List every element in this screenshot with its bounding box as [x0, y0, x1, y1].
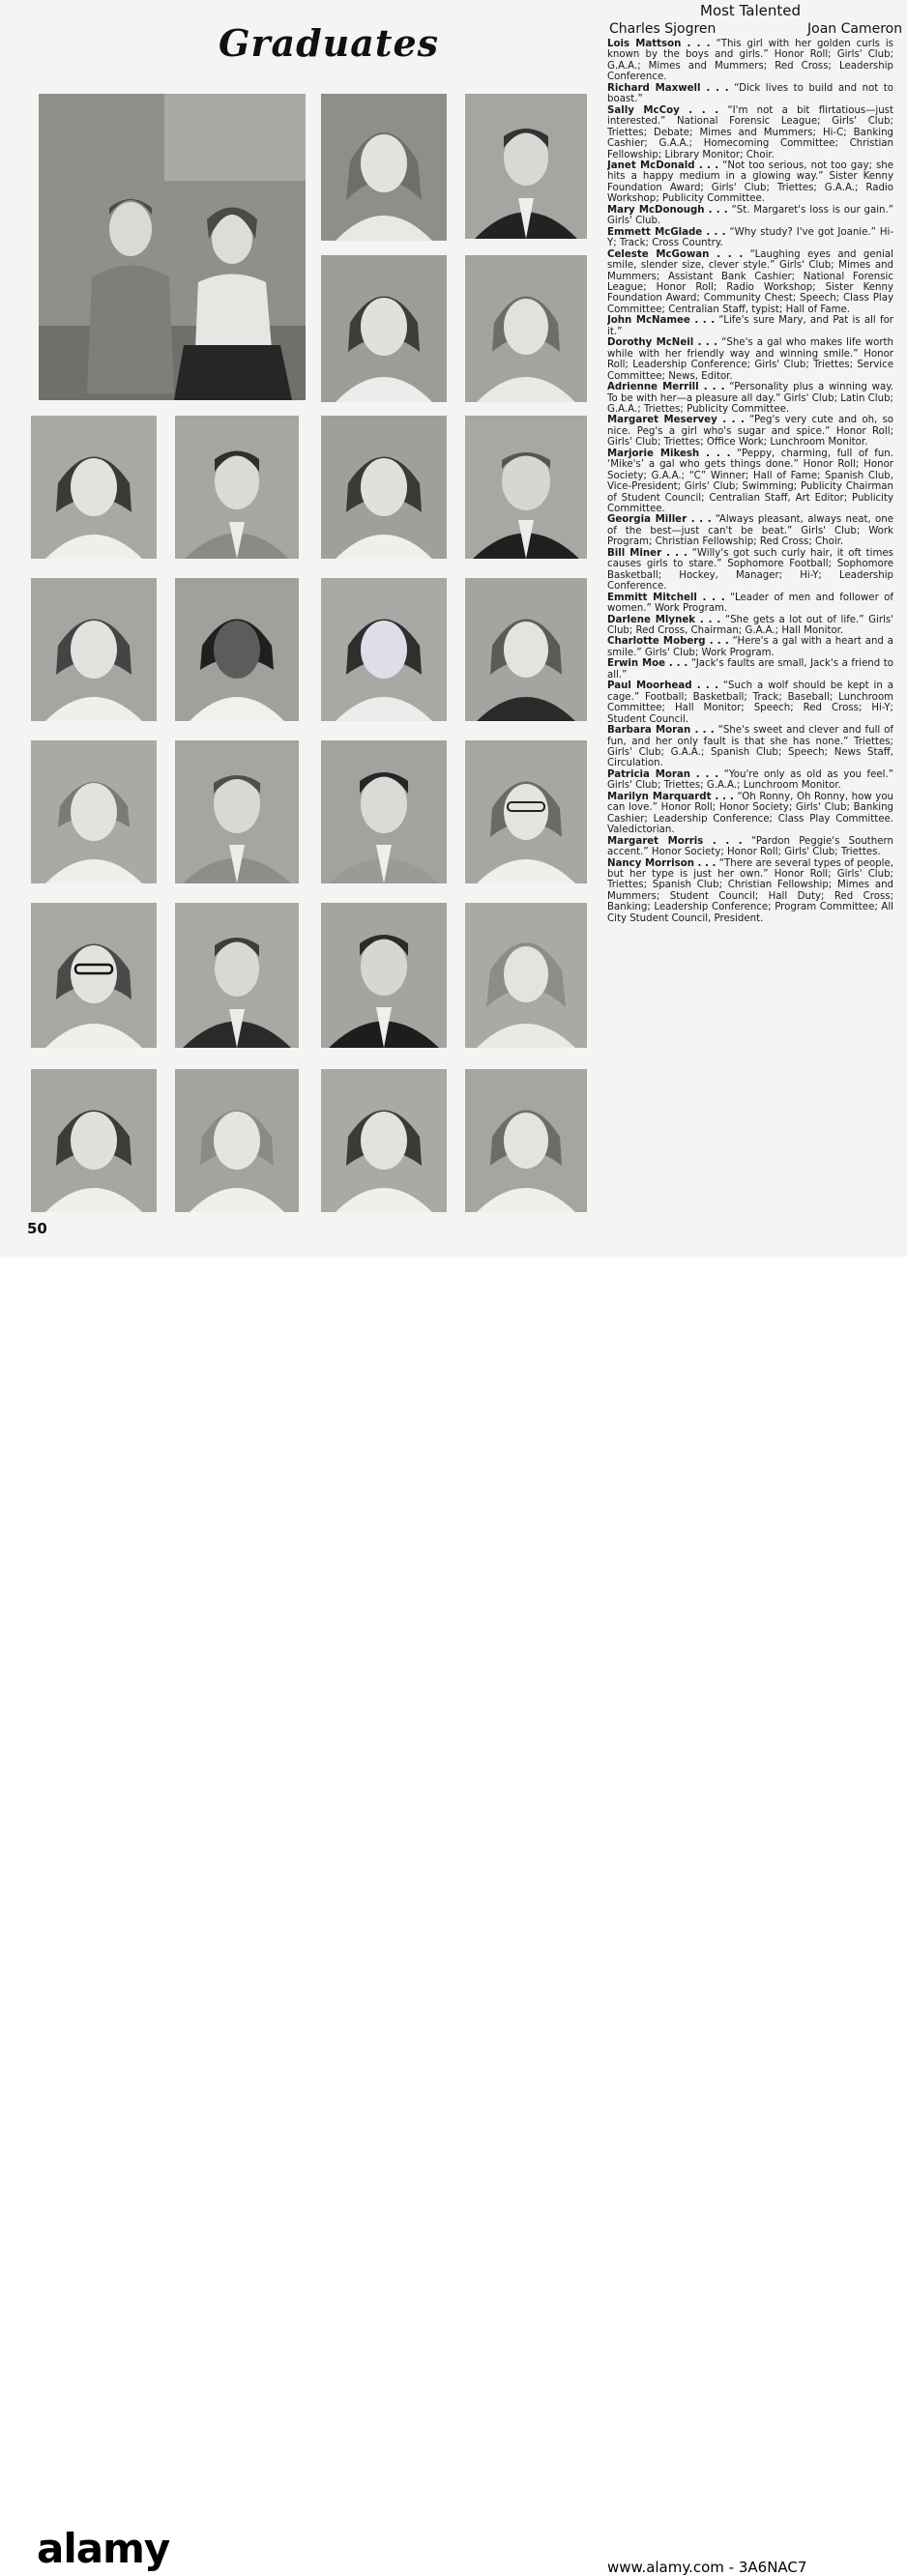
portrait-photo: [321, 903, 447, 1048]
student-name: Emmitt Mitchell . . .: [607, 592, 725, 603]
bio-text: “There are several types of people, but her type is just her own.” Honor Roll; Girls' Club; Triettes; Spanish Club; Christian Fellowship; Mimes and Mummers; Student Council; Hall Duty; Red Cross; Banking; Leadership Conference; Program Committee; All City Student Council, President.: [607, 857, 893, 924]
bio-entry: [607, 658, 893, 680]
student-name: Nancy Morrison . . .: [607, 857, 717, 869]
page-title: Graduates: [219, 21, 440, 65]
portrait-photo: [465, 1069, 587, 1212]
bio-text: “Why study? I've got Joanie.” Hi-Y; Track; Cross Country.: [607, 226, 893, 249]
portrait-photo: [321, 1069, 447, 1212]
student-name: Celeste McGowan . . .: [607, 248, 744, 260]
bio-text: “Dick lives to build and not to boast.”: [607, 82, 893, 105]
most-talented-right-name: Joan Cameron: [807, 21, 903, 37]
portrait-photo: [31, 1069, 157, 1212]
bio-entry: [607, 548, 893, 593]
bio-text: “Jack's faults are small, Jack's a friend to all.”: [607, 658, 893, 680]
bio-text: “Oh Ronny, Oh Ronny, how you can love.” Honor Roll; Honor Society; Girls' Club; Banking Cashier; Leadership Conference; Class Play Committee. Valedictorian.: [607, 791, 893, 836]
bio-entry: [607, 858, 893, 925]
student-name: Richard Maxwell . . .: [607, 82, 729, 94]
portrait-photo: [175, 416, 299, 559]
biography-list: [607, 39, 893, 1255]
student-name: Erwin Moe . . .: [607, 658, 688, 670]
bio-entry: [607, 83, 893, 105]
student-name: Mary McDonough . . .: [607, 204, 728, 216]
bio-text: “Peg's very cute and oh, so nice. Peg's a girl who's sugar and spice.” Honor Roll; Girls' Club; Triettes; Office Work; Lunchroom Monitor.: [607, 415, 893, 449]
bio-entry: [607, 593, 893, 615]
portrait-photo: [175, 1069, 299, 1212]
portrait-photo: [321, 94, 447, 241]
bio-text: “Leader of men and follower of women.” Work Program.: [607, 592, 893, 615]
page-number: 50: [27, 1220, 47, 1237]
bio-entry: [607, 792, 893, 836]
bio-entry: [607, 769, 893, 792]
portrait-photo: [465, 94, 587, 239]
bio-entry: [607, 836, 893, 858]
portrait-photo: [465, 416, 587, 559]
student-name: Emmett McGlade . . .: [607, 226, 726, 238]
portrait-photo: [465, 903, 587, 1048]
watermark-footer: [0, 1257, 907, 2576]
bio-text: “St. Margaret's loss is our gain.” Girls' Club.: [607, 204, 893, 227]
portrait-photo: [31, 740, 157, 883]
portrait-photo: [31, 578, 157, 721]
bio-entry: [607, 415, 893, 448]
bio-entry: [607, 449, 893, 515]
most-talented-photo: [39, 94, 306, 400]
bio-entry: [607, 514, 893, 547]
bio-text: “Here's a gal with a heart and a smile.” Girls' Club; Work Program.: [607, 636, 893, 658]
bio-entry: [607, 39, 893, 83]
portrait-photo: [175, 903, 299, 1048]
student-name: Margaret Morris . . .: [607, 835, 743, 847]
portrait-photo: [321, 255, 447, 402]
student-name: Lois Mattson . . .: [607, 39, 711, 49]
bio-text: “I'm not a bit flirtatious—just interested.” National Forensic League; Girls' Club; Triettes; Debate; Mimes and Mummers; Hi-C; Banking Cashier; G.A.A.; Homecoming Committee; Christian Fellowship; Library Monitor; Choir.: [607, 104, 893, 160]
student-name: Dorothy McNeil . . .: [607, 337, 718, 349]
bio-text: “Personality plus a winning way. To be with her—a pleasure all day.” Girls' Club; Latin Club; G.A.A.; Triettes; Publicity Committee.: [607, 382, 893, 415]
brand-logo: alamy: [37, 2525, 170, 2572]
student-name: John McNamee . . .: [607, 315, 716, 327]
bio-entry: [607, 160, 893, 205]
bio-entry: [607, 725, 893, 769]
bio-entry: [607, 680, 893, 725]
bio-text: “Willy's got such curly hair, it oft times causes girls to stare.” Sophomore Football; Sophomore Basketball; Hockey, Manager; Hi-Y; Leadership Conference.: [607, 547, 893, 593]
bio-text: “She gets a lot out of life.” Girls' Club; Red Cross, Chairman; G.A.A.; Hall Monitor.: [607, 614, 893, 637]
student-name: Marjorie Mikesh . . .: [607, 448, 731, 459]
bio-entry: [607, 105, 893, 160]
bio-text: “She's sweet and clever and full of fun, and her only fault is that she has none.” Triettes; Girls' Club; G.A.A.; Spanish Club; Speech; News Staff, Circulation.: [607, 725, 893, 769]
portrait-photo: [321, 740, 447, 883]
portrait-photo: [175, 578, 299, 721]
student-name: Sally McCoy . . .: [607, 104, 719, 116]
bio-text: “Pardon Peggie's Southern accent.” Honor Society; Honor Roll; Girls' Club; Triettes.: [607, 835, 893, 858]
portrait-photo: [465, 255, 587, 402]
most-talented-left-name: Charles Sjogren: [609, 21, 717, 37]
bio-entry: [607, 315, 893, 337]
portrait-photo: [321, 578, 447, 721]
student-name: Paul Moorhead . . .: [607, 680, 718, 692]
bio-entry: [607, 205, 893, 227]
bio-entry: [607, 636, 893, 658]
bio-entry: [607, 337, 893, 382]
bio-text: “This girl with her golden curls is known by the boys and girls.” Honor Roll; Girls' Club; G.A.A.; Mimes and Mummers; Red Cross; Leadership Conference.: [607, 39, 893, 83]
bio-text: “She's a gal who makes life worth while with her friendly way and winning smile.” Honor Roll; Leadership Conference; Girls' Club; Triettes; Service Committee; News, Editor.: [607, 337, 893, 382]
student-name: Patricia Moran . . .: [607, 768, 719, 780]
student-name: Bill Miner . . .: [607, 547, 688, 559]
bio-text: “Peppy, charming, full of fun. ‘Mike's’ a gal who gets things done.” Honor Roll; Honor Society; G.A.A.; “C” Winner; Hall of Fame; Spanish Club, Vice-President; Girls' Club; Swimming; Publicity Chairman of Student Council; Centralian Staff, Art Editor; Publicity Committee.: [607, 448, 893, 515]
bio-entry: [607, 615, 893, 637]
yearbook-page: [0, 0, 907, 1257]
student-name: Margaret Meservey . . .: [607, 415, 745, 426]
student-name: Marilyn Marquardt . . .: [607, 791, 734, 802]
bio-text: “Not too serious, not too gay; she hits a happy medium in a glowing way.” Sister Kenny Foundation Award; Girls' Club; Triettes; G.A.A.; Radio Workshop; Publicity Committee.: [607, 159, 893, 205]
bio-text: “Life's sure Mary, and Pat is all for it.”: [607, 315, 893, 337]
portrait-photo: [31, 903, 157, 1048]
portrait-photo: [465, 578, 587, 721]
bio-entry: [607, 249, 893, 316]
student-name: Georgia Miller . . .: [607, 514, 712, 526]
bio-text: “Such a wolf should be kept in a cage.” Football; Basketball; Track; Baseball; Lunchroom Committee; Hall Monitor; Speech; Red Cross; Hi-Y; Student Council.: [607, 680, 893, 725]
portrait-photo: [321, 416, 447, 559]
bio-text: “You're only as old as you feel.” Girls' Club; Triettes; G.A.A.; Lunchroom Monitor.: [607, 768, 893, 792]
most-talented-heading: Most Talented: [700, 2, 801, 19]
portrait-photo: [31, 416, 157, 559]
student-name: Charlotte Moberg . . .: [607, 636, 729, 648]
bio-text: “Always pleasant, always neat, one of the best—just can't be beat.” Girls' Club; Work Program; Christian Fellowship; Red Cross; Choir.: [607, 514, 893, 548]
student-name: Barbara Moran . . .: [607, 725, 715, 737]
student-name: Janet McDonald . . .: [607, 159, 719, 171]
student-name: Adrienne Merrill . . .: [607, 382, 725, 393]
portrait-photo: [465, 740, 587, 883]
bio-entry: [607, 382, 893, 415]
bio-entry: [607, 227, 893, 249]
student-name: Darlene Mlynek . . .: [607, 614, 721, 625]
bio-text: “Laughing eyes and genial smile, slender size, clever style.” Girls' Club; Mimes and Mummers; Assistant Bank Cashier; National Forensic League; Honor Roll; Radio Workshop; Sister Kenny Foundation Award; Community Chest; Speech; Class Play Committee; Centralian Staff, typist; Hall of Fame.: [607, 248, 893, 315]
image-id-text: www.alamy.com - 3A6NAC7: [607, 2559, 807, 2576]
portrait-photo: [175, 740, 299, 883]
